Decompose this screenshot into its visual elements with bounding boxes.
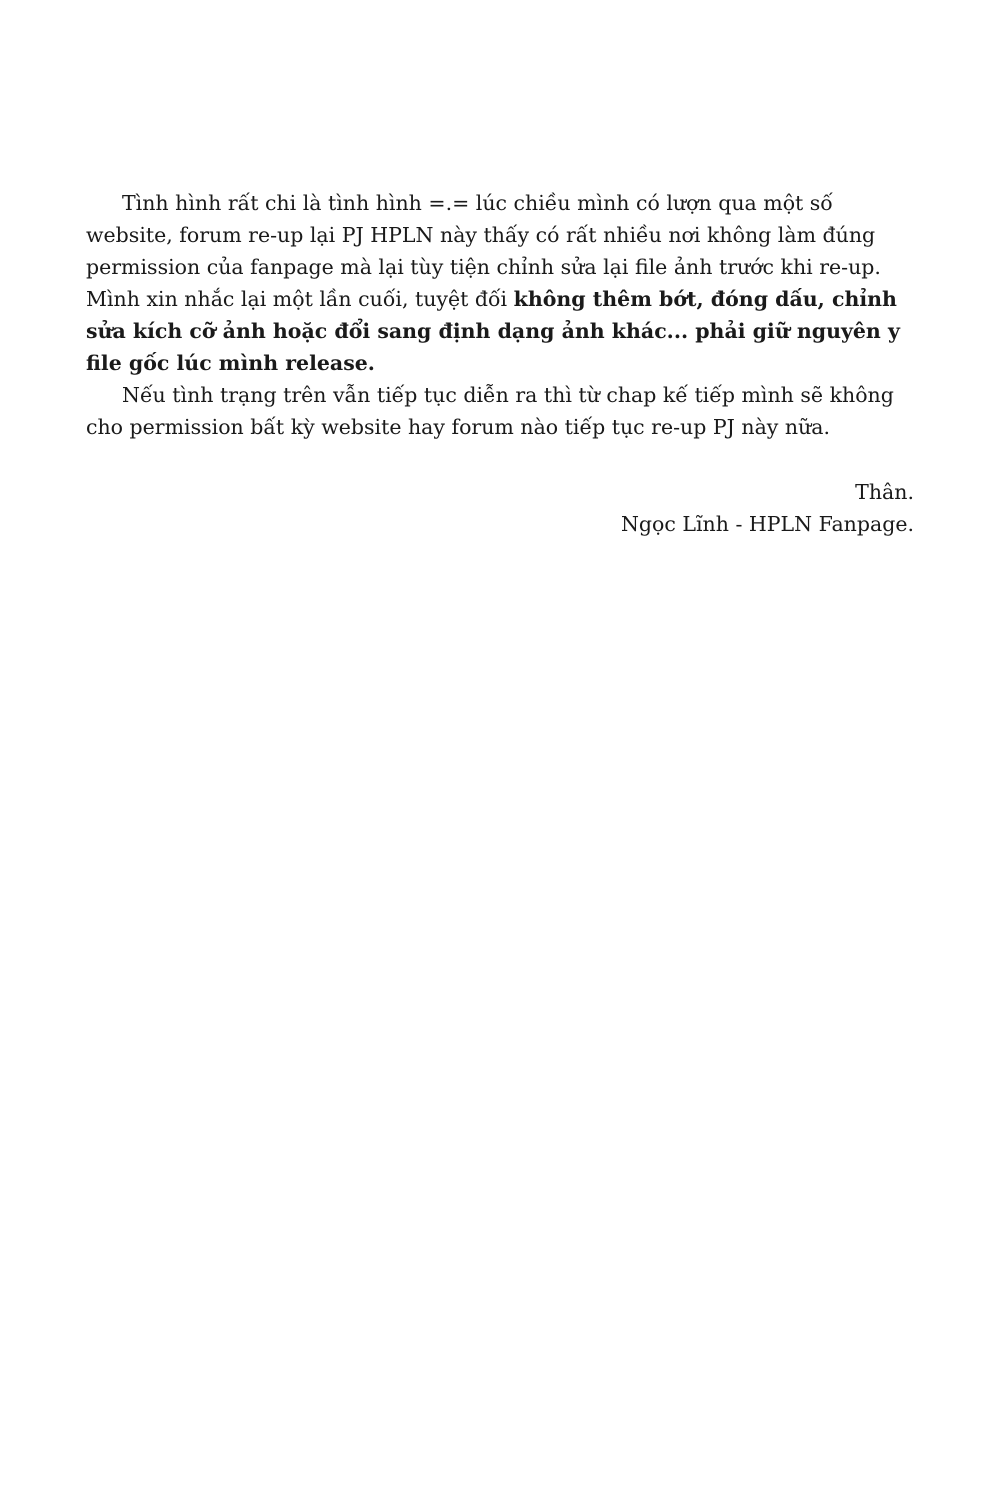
notice-paragraph-1-text: Tình hình rất chi là tình hình =.= lúc chiều mình có lượn qua một số website, forum re-up lại PJ HPLN này thấy có rất nhiều nơi không làm đúng permission của fanpage mà lại tùy tiện chỉnh sửa lại file ảnh trước khi re-up. Mình xin nhắc lại một lần cuối, tuyệt đối [86, 191, 881, 311]
signature-author: Ngọc Lĩnh - HPLN Fanpage. [620, 512, 914, 536]
notice-paragraph-1 [86, 187, 914, 379]
signature-block [621, 476, 914, 540]
signature-closing: Thân. [855, 480, 914, 504]
notice-emphasis-text: không thêm bớt, đóng dấu, chỉnh sửa kích cỡ ảnh hoặc đổi sang định dạng ảnh khác... phải giữ nguyên y file gốc lúc mình release. [86, 287, 900, 375]
notice-paragraph-2: Nếu tình trạng trên vẫn tiếp tục diễn ra thì từ chap kế tiếp mình sẽ không cho permission bất kỳ website hay forum nào tiếp tục re-up PJ này nữa. [86, 383, 894, 439]
notice-body [86, 187, 914, 443]
